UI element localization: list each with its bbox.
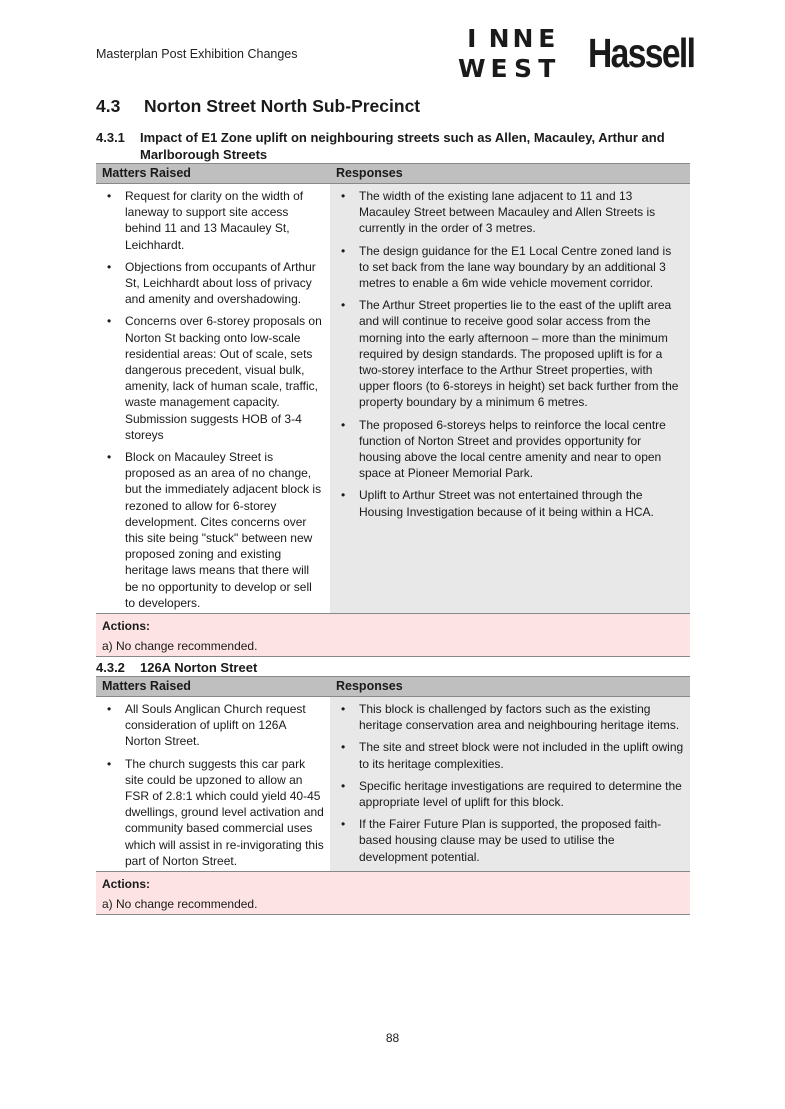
section-number: 4.3 (96, 96, 121, 116)
matters-table-2 (96, 676, 690, 915)
hassell-logo: Hassell (588, 30, 695, 76)
list-item: • Uplift to Arthur Street was not entertained through the Housing Investigation because of it being within a HCA. (336, 487, 684, 519)
actions-cell (96, 872, 690, 915)
page-number: 88 (385, 1031, 400, 1045)
actions-text: a) No change recommended. (102, 639, 258, 654)
matters-cell (96, 184, 330, 614)
table-header-row (96, 677, 690, 697)
list-item: • The church suggests this car park site could be upzoned to allow an FSR of 2.8:1 which could yield 40-45 dwellings, ground level activation and community based commercial uses which will assist in re-invigorating this part of Norton Street. (102, 756, 324, 869)
actions-label: Actions: (102, 877, 150, 892)
list-item: • The Arthur Street properties lie to the east of the uplift area and will continue to receive good solar access from the morning into the early afternoon – more than the minimum required by design standards. The proposed uplift is for a two-storey interface to the Arthur Street properties, with upper floors (to 6-storeys in height) set back further from the property boundary by a minimum 6 metres. (336, 297, 684, 410)
list-item: • All Souls Anglican Church request consideration of uplift on 126A Norton Street. (102, 701, 324, 750)
list-item: • The width of the existing lane adjacent to 11 and 13 Macauley Street between Macauley and Allen Streets is currently in the order of 3 metres. (336, 188, 684, 237)
table-row (96, 184, 690, 614)
section-title-text: Norton Street North Sub-Precinct (144, 96, 421, 116)
responses-cell (330, 184, 690, 614)
list-item: • Objections from occupants of Arthur St, Leichhardt about loss of privacy and amenity and overshadowing. (102, 259, 324, 308)
list-item: • If the Fairer Future Plan is supported, the proposed faith-based housing clause may be used to utilise the development potential. (336, 816, 684, 865)
subsection-number: 4.3.1 (96, 130, 125, 145)
subsection-number: 4.3.2 (96, 660, 125, 675)
actions-cell (96, 614, 690, 657)
actions-label: Actions: (102, 619, 150, 634)
matters-cell (96, 697, 330, 872)
responses-cell (330, 697, 690, 872)
list-item: • Block on Macauley Street is proposed as an area of no change, but the immediately adjacent block is rezoned to allow for 6-storey development. Cites concerns over this site being "stuck" between new proposed zoning and existing heritage laws means that there will be no opportunity to develop or sell to developers. (102, 449, 324, 611)
list-item: • The site and street block were not included in the uplift owing to its heritage complexities. (336, 739, 684, 771)
subsection-heading-1 (96, 129, 710, 163)
subsection-heading-2 (96, 659, 710, 676)
responses-header: Responses (330, 677, 690, 697)
actions-row (96, 872, 690, 915)
inner-west-logo: I N N E W E S T (458, 24, 555, 83)
matters-raised-header: Matters Raised (96, 164, 330, 184)
matters-table-1 (96, 163, 690, 657)
list-item: • The proposed 6-storeys helps to reinforce the local centre function of Norton Street and provides opportunity for housing above the local centre amenity and near to open space at Pioneer Memorial Park. (336, 417, 684, 482)
actions-row (96, 614, 690, 657)
table-row (96, 697, 690, 872)
responses-header: Responses (330, 164, 690, 184)
list-item: • Specific heritage investigations are required to determine the appropriate level of uplift for this block. (336, 778, 684, 810)
list-item: • Request for clarity on the width of laneway to support site access behind 11 and 13 Macauley St, Leichhardt. (102, 188, 324, 253)
matters-raised-header: Matters Raised (96, 677, 330, 697)
subsection-title: 126A Norton Street (140, 660, 258, 675)
actions-text: a) No change recommended. (102, 897, 258, 912)
subsection-title: Impact of E1 Zone uplift on neighbouring streets such as Allen, Macauley, Arthur and Marlborough Streets (140, 130, 665, 162)
list-item: • The design guidance for the E1 Local Centre zoned land is to set back from the lane way boundary by an additional 3 metres to enable a 6m wide vehicle movement corridor. (336, 243, 684, 292)
document-title: Masterplan Post Exhibition Changes (96, 47, 298, 61)
section-heading (96, 96, 420, 117)
list-item: • This block is challenged by factors such as the existing heritage conservation area and neighbouring heritage items. (336, 701, 684, 733)
table-header-row (96, 164, 690, 184)
list-item: • Concerns over 6-storey proposals on Norton St backing onto low-scale residential areas: Out of scale, sets dangerous precedent, visual bulk, amenity, lack of human scale, traffic, waste management capacity. Submission suggests HOB of 3-4 storeys (102, 313, 324, 443)
